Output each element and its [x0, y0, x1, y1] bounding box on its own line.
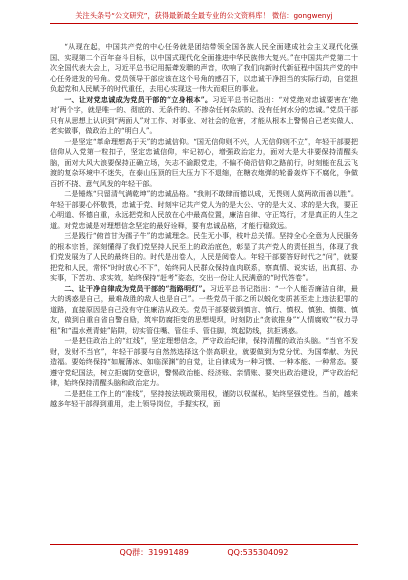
body-paragraph: [50, 189, 358, 231]
page-footer: [50, 544, 358, 560]
body-paragraph: [50, 389, 358, 410]
document-body: [50, 42, 358, 534]
body-paragraph: [50, 95, 358, 137]
paragraph-text: 二是把住工作上的“准线”，坚持按法规政策用权，谨防以权谋私，始终坚强党性。当前，越来越多年轻干部得到重用，走上领导岗位，手握实权，面: [50, 388, 358, 408]
body-paragraph: [50, 336, 358, 389]
page-header: [50, 10, 358, 24]
paragraph-text: 三是践行“俯首甘为孺子牛”的忠诚理念。民生无小事，枝叶总关情。坚持全心全意为人民服务的根本宗旨，深刻懂得了我们党坚持人民至上的政治底色，彰显了共产党人的责任担当，体现了我们党发展为了人民的最终目的。时代是出卷人，人民是阅卷人。年轻干部要答好时代之“问”，就要把党和人民，常怀“时时放心不下”，始终同人民群众保持血肉联系，察真情、说实话，出真招、办实事，下苦功、求实效，始终保持“赶考”姿态，交出一份让人民满意的“时代答卷”。: [50, 231, 358, 282]
section-heading: 二、让干净自律成为党员干部的“指路明灯”。: [64, 283, 210, 293]
paragraph-text: 二是锤炼“只留清气满乾坤”的忠诚品格。“我则不敢肆而德以成，无畏则人莫两欲而善以胜”。年轻干部要心怀敬畏，忠诚于党、时刻牢记共产党人为的是大公、守的是大义、求的是大我，要正心明道、怀德自重，永远把党和人民放在心中最高位置，廉洁自律、守正笃行，才是真正的人生之道。对党忠诚是对理想信念坚定的最好诠释，要有忠诚品格，才能行稳致远。: [50, 189, 358, 230]
body-paragraph: [50, 231, 358, 284]
paragraph-text: 习近平总书记指出：“对党绝对忠诚要害在‘绝对’两个字，就是唯一的、彻底的、无条件的、不掺杂任何杂质的、没有任何水分的忠诚。”党员干部只有从思想上认识到“两面人”对工作、对事业、对社会的危害，才能从根本上警惕自己老实做人、老实做事，做政治上的“明白人”。: [50, 94, 358, 135]
paragraph-text: 一是坚定“革命理想高于天”的忠诚信仰。“国无信仰则不兴，人无信仰则不立”，年轻干部要把信仰从入党第一粒扣子，坚定忠诚信仰，牢记初心，增强政治定力，面对大是大非要保持清醒头脑，面对大风大浪要保持正确立场，矢志不渝跟党走，不偏不倚沿信仰之路前行，时刻能在乱云飞渡的复杂环境中不迷失，在泰山压顶的巨大压力下不退缩，在糖衣炮弹的轮番轰炸下不腐化，争做百折不挠、意气风发的年轻干部。: [50, 136, 358, 188]
body-paragraph: [50, 137, 358, 190]
body-paragraph: [50, 42, 358, 95]
paragraph-text: “从现在起，中国共产党的中心任务就是团结带领全国各族人民全面建成社会主义现代化强国、实现第二个百年奋斗目标，以中国式现代化全面推进中华民族伟大复兴。”在中国共产党第二十次全国代表大会上，习近平总书记用振聋发聩的声音，吹响了我们向新时代新征程中国共产党的中心任务进发的号角。党员领导干部应该在这个号角的感召下，以忠诚干净担当的实际行动，自觉担负起党和人民赋予的时代重任，去用心实现这一伟大而艰巨的事业。: [50, 42, 358, 93]
section-heading: 一、让对党忠诚成为党员干部的“立身根本”。: [64, 94, 213, 104]
body-paragraph: [50, 284, 358, 337]
paragraph-text: 一是把住政治上的“红线”，坚定理想信念，严守政治纪律，保持清醒的政治头脑。“当官不发财，发财不当官”，年轻干部要与自然然选择这个崇高职业，就要做到为党分忧、为国奉献、为民造福。要始终保持“如履薄冰、如临深渊”的自觉，让自律成为一种习惯、一种本能、一种常态。要遵守党纪国法，树立拒腐防变意识，警惕政治能、经济账、亲情账、要突出政治建设，严守政治纪律，始终保持清醒头脑和政治定力。: [50, 336, 358, 387]
footer-qq: QQ:535304092: [227, 548, 289, 557]
footer-qq-group: QQ群：31991489: [119, 548, 189, 557]
paragraph-text: 习近平总书记指出：“一个人能否廉洁自律，最大的诱惑是自己，最难战胜的敌人也是自己”。一些党员干部之所以蜕化变质甚至走上违法犯罪的道路，直接原因是自己没有守住廉洁从政关。党员干部要做到慎言、慎行、慎权、慎独、慎微、慎友，做到自重自省自警自励，筑牢防腐拒变的思想堤坝，时刻防止“贪欲推身”“人情腐败”“权力寻租”和“温水煮青蛙”陷阱，切实管住嘴、管住手、管住脚，筑起防线，抗拒诱惑。: [50, 283, 358, 335]
header-promo-text: 关注头条号“公文研究”，获得最新最全最专业的公文资料库！ 微信：gongwenyj: [75, 11, 333, 20]
